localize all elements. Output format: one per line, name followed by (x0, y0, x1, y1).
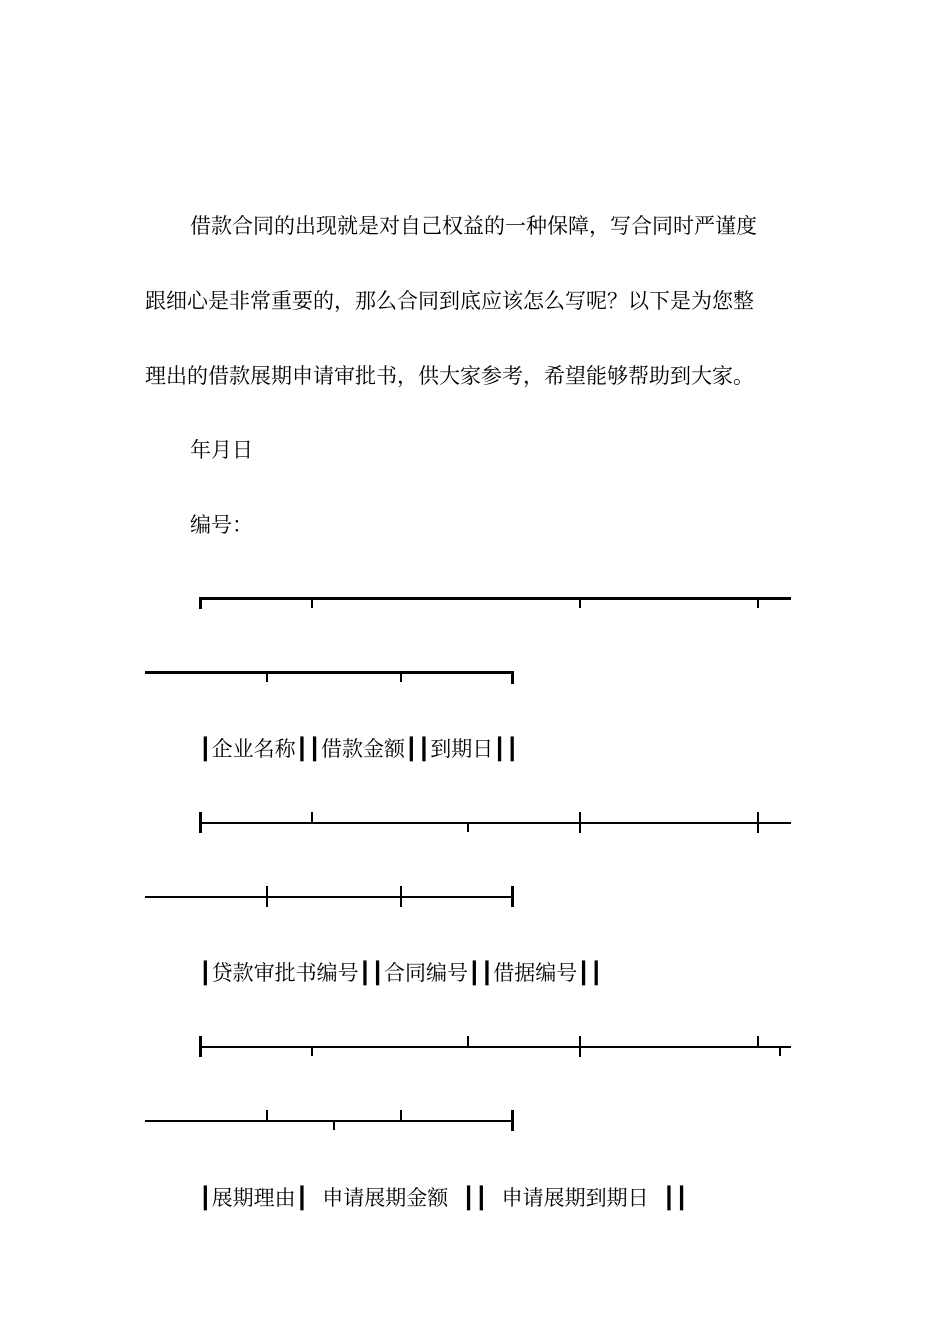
row-2-end: ┃ (589, 961, 603, 985)
number-label: 编号： (190, 513, 253, 537)
intro-line-3: 理出的借款展期申请审批书，供大家参考，希望能够帮助到大家。 (145, 364, 754, 388)
row-3-end: ┃┃ (662, 1186, 688, 1210)
intro-line-2: 跟细心是非常重要的，那么合同到底应该怎么写呢？以下是为您整 (145, 289, 754, 313)
row-3-separator: ┃┃ (462, 1186, 488, 1210)
table-row-2 (199, 959, 603, 987)
cell-due-date: ┃到期日┃ (417, 737, 506, 761)
cell-contract-number: ┃合同编号┃ (371, 961, 481, 985)
cell-extension-amount: 申请展期金额 (322, 1186, 449, 1210)
cell-extension-due-date: 申请展期到期日 (501, 1186, 649, 1210)
intro-line-1: 借款合同的出现就是对自己权益的一种保障，写合同时严谨度 (190, 214, 757, 238)
row-1-end: ┃ (505, 737, 519, 761)
cell-approval-number: ┃贷款审批书编号┃ (199, 961, 372, 985)
table-row-3 (199, 1184, 688, 1212)
cell-extension-reason: ┃展期理由┃ (199, 1186, 309, 1210)
table-row-1 (199, 735, 519, 763)
date-line: 年月日 (190, 438, 253, 462)
cell-loan-amount: ┃借款金额┃ (308, 737, 418, 761)
cell-enterprise-name: ┃企业名称┃ (199, 737, 309, 761)
cell-receipt-number: ┃借据编号┃ (480, 961, 590, 985)
